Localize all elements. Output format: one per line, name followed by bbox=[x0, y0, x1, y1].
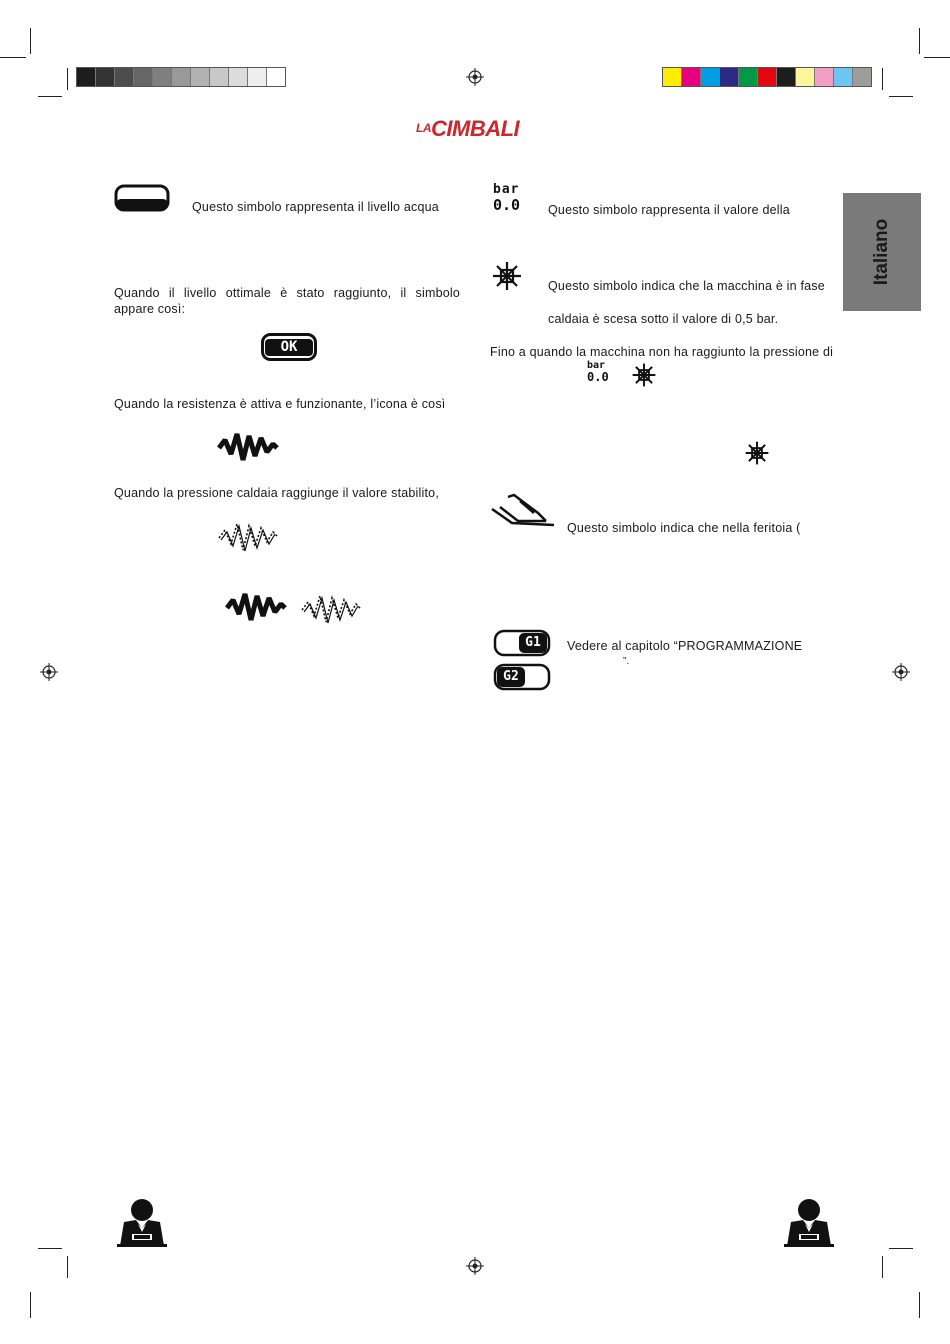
registration-mark-icon bbox=[466, 1257, 484, 1275]
crop-mark bbox=[38, 1248, 62, 1249]
process-color-bar bbox=[662, 67, 872, 87]
crop-mark bbox=[0, 57, 26, 58]
programming-text-1: Vedere al capitolo “PROGRAMMAZIONE bbox=[567, 639, 803, 653]
crop-mark bbox=[38, 96, 62, 97]
bar-icon-bottom: 0.0 bbox=[587, 370, 609, 384]
snowflake-icon bbox=[631, 362, 657, 388]
snowflake-text-1: Questo simbolo indica che la macchina è in fase bbox=[548, 279, 825, 293]
water-level-icon bbox=[114, 184, 170, 212]
color-swatch bbox=[720, 68, 739, 86]
color-swatch bbox=[96, 68, 115, 86]
color-swatch bbox=[682, 68, 701, 86]
crop-mark bbox=[919, 28, 920, 54]
group-g1-icon bbox=[493, 628, 551, 658]
color-swatch bbox=[229, 68, 248, 86]
pressure-reached-text: Quando la pressione caldaia raggiunge il valore stabilito, bbox=[114, 486, 439, 500]
snowflake-text-2: caldaia è scesa sotto il valore di 0,5 bar. bbox=[548, 312, 779, 326]
color-swatch bbox=[115, 68, 134, 86]
color-swatch bbox=[777, 68, 796, 86]
color-swatch bbox=[248, 68, 267, 86]
heating-idle-icon bbox=[300, 590, 362, 626]
registration-mark-icon bbox=[40, 663, 58, 681]
brand-logo: LACIMBALI bbox=[416, 116, 520, 141]
color-swatch bbox=[77, 68, 96, 86]
water-level-text: Questo simbolo rappresenta il livello acqua bbox=[192, 200, 439, 214]
water-level-ok-icon bbox=[261, 333, 317, 361]
snowflake-icon bbox=[491, 260, 523, 292]
crop-mark bbox=[889, 96, 913, 97]
barista-icon bbox=[116, 1198, 168, 1248]
language-tab bbox=[843, 193, 921, 311]
g2-label: G2 bbox=[503, 669, 519, 684]
color-swatch bbox=[663, 68, 682, 86]
crop-mark bbox=[882, 1256, 883, 1278]
color-swatch bbox=[853, 68, 871, 86]
color-swatch bbox=[191, 68, 210, 86]
optimal-level-text: Quando il livello ottimale è stato raggiunto, il simbolo appare così: bbox=[114, 286, 460, 316]
crop-mark bbox=[67, 1256, 68, 1278]
until-pressure-text: Fino a quando la macchina non ha raggiunto la pressione di bbox=[490, 345, 834, 359]
color-swatch bbox=[267, 68, 285, 86]
heating-active-icon bbox=[225, 590, 287, 624]
crop-mark bbox=[30, 1292, 31, 1318]
programming-text-2: ”. bbox=[623, 656, 630, 667]
color-swatch bbox=[834, 68, 853, 86]
g1-label: G1 bbox=[525, 635, 541, 650]
grounds-tray-icon bbox=[490, 493, 556, 531]
color-swatch bbox=[815, 68, 834, 86]
color-swatch bbox=[172, 68, 191, 86]
color-swatch bbox=[134, 68, 153, 86]
boiler-pressure-icon bbox=[587, 360, 613, 386]
color-swatch bbox=[153, 68, 172, 86]
pressure-value-text: Questo simbolo rappresenta il valore della bbox=[548, 203, 790, 217]
resistance-text: Quando la resistenza è attiva e funzionante, l’icona è così bbox=[114, 397, 446, 411]
heating-active-icon bbox=[217, 430, 279, 464]
color-swatch bbox=[210, 68, 229, 86]
color-swatch bbox=[796, 68, 815, 86]
color-swatch bbox=[739, 68, 758, 86]
registration-mark-icon bbox=[892, 663, 910, 681]
crop-mark bbox=[919, 1292, 920, 1318]
heating-idle-icon bbox=[217, 518, 279, 554]
snowflake-icon bbox=[744, 440, 770, 466]
bar-icon-top: bar bbox=[493, 182, 520, 197]
color-swatch bbox=[758, 68, 777, 86]
color-swatch bbox=[701, 68, 720, 86]
group-g2-icon bbox=[493, 662, 551, 692]
bar-icon-bottom: 0.0 bbox=[493, 196, 521, 214]
bar-icon-top: bar bbox=[587, 360, 606, 371]
crop-mark bbox=[67, 68, 68, 90]
grounds-tray-text: Questo simbolo indica che nella feritoia ( bbox=[567, 521, 801, 535]
crop-mark bbox=[30, 28, 31, 54]
crop-mark bbox=[889, 1248, 913, 1249]
ok-label: OK bbox=[280, 339, 298, 355]
language-tab-label: Italiano bbox=[871, 218, 892, 286]
registration-mark-icon bbox=[466, 68, 484, 86]
gray-color-bar bbox=[76, 67, 286, 87]
boiler-pressure-icon bbox=[493, 183, 527, 215]
barista-icon bbox=[783, 1198, 835, 1248]
crop-mark bbox=[882, 68, 883, 90]
crop-mark bbox=[924, 57, 950, 58]
